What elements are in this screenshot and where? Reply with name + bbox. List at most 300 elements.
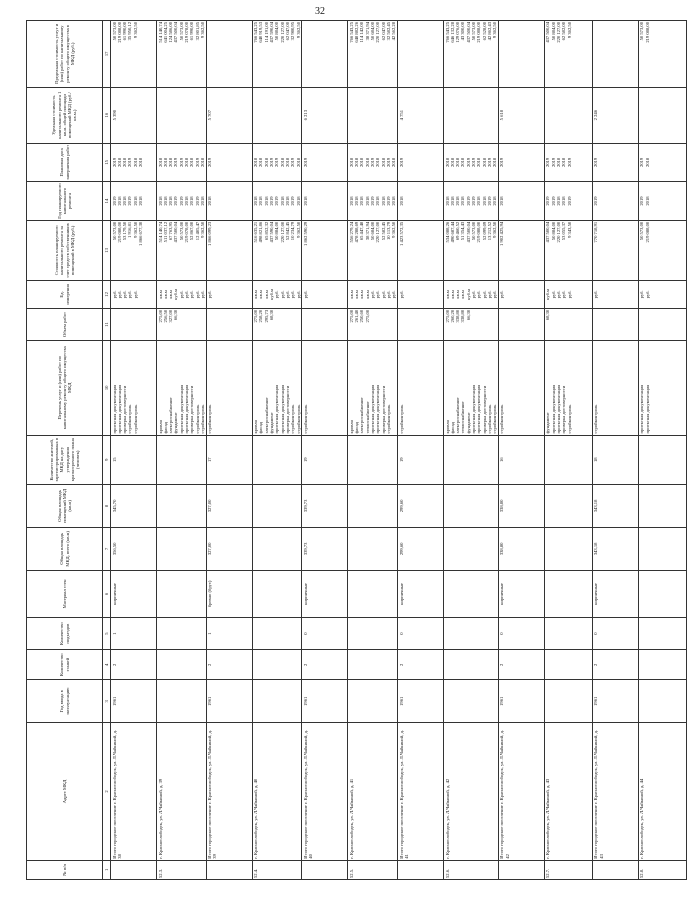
cost-list-line: 220 127,00: [375, 221, 381, 243]
repair-year-list-line: 2019: [385, 196, 391, 206]
completion-date-list: [544, 143, 592, 182]
page-number: 32: [315, 6, 325, 17]
units-list-line: руб.: [375, 290, 381, 299]
header-col-5: Количество подъездов: [27, 618, 103, 650]
header-col-12: Ед. измерения: [27, 280, 103, 308]
column-number-14: 14: [103, 182, 111, 221]
cost-limit-list: [157, 21, 207, 88]
completion-date-list-line: 2019: [398, 157, 404, 167]
cost-list-line: 9 362,50: [391, 221, 397, 238]
completion-date-list-line: 2019: [173, 157, 179, 167]
units-list: [444, 280, 499, 308]
cost-limit-list-line: 219 088,00: [476, 22, 482, 43]
repair-year-list-line: 2018: [556, 196, 562, 206]
units-list-line: руб.: [207, 290, 213, 299]
row-number: [302, 860, 348, 879]
units-list-line: руб.: [111, 290, 117, 299]
volume-list-line: 275,00: [444, 309, 450, 323]
completion-date-list-line: 2018: [391, 157, 397, 167]
completion-date-list-line: 2018: [561, 157, 567, 167]
header-col-16: Удельная стоимость капитального ремонта 1 кв.м. общей площади помещений МКД (руб./кв.м.): [27, 87, 103, 143]
volume-list: [638, 308, 686, 340]
units-list-line: кв.м: [258, 290, 264, 299]
area-premises: 299,60: [398, 484, 444, 527]
works-list-line: стройконтроль: [492, 404, 498, 434]
year-built: 1961: [398, 680, 444, 723]
cost-list-line: 67 763,95: [168, 221, 174, 241]
completion-date-list-line: 2019: [639, 157, 645, 167]
completion-date-list: [592, 143, 638, 182]
completion-date-list-line: 2018: [279, 157, 285, 167]
completion-date-list-line: 2019: [290, 157, 296, 167]
works-list-line: фундамент: [173, 412, 179, 434]
works-list: [348, 341, 398, 435]
column-number-13: 13: [103, 220, 111, 280]
units-list-line: кв.м: [354, 290, 360, 299]
cost-list: [498, 220, 544, 280]
total-label: Итого городское поселение г. Краснослободск, ул. Л.Чайкиной, д. 39: [206, 723, 252, 860]
empty-cell: [444, 570, 499, 617]
repair-year-list-line: 2019: [545, 196, 551, 206]
works-list-line: проверка достоверности: [284, 385, 290, 434]
total-label: Итого городское поселение г. Краснослободск, ул. Л.Чайкиной, д. 43: [592, 723, 638, 860]
cost-limit-list-line: 220 127,00: [556, 22, 562, 43]
empty-cell: [348, 650, 398, 680]
cost-list: [302, 220, 348, 280]
cost-list-line: 1 866 099,23: [207, 221, 213, 246]
repair-year-list-line: 2018: [354, 196, 360, 206]
completion-date-list-line: 2018: [644, 157, 650, 167]
units-list-line: руб.: [127, 290, 133, 299]
cost-limit-list-line: 50 884,00: [274, 22, 280, 41]
column-number-6: 6: [103, 570, 111, 617]
cost-limit-list: [398, 21, 444, 88]
work-volume: [302, 308, 348, 340]
cost-limit-list-line: 646 132,28: [449, 22, 455, 43]
cost-limit-list-line: 220 127,00: [375, 22, 381, 43]
works-list-line: проектная документация: [183, 384, 189, 434]
units-list-line: руб.: [183, 290, 189, 299]
address: г. Краснослободск, ул. Л.Чайкиной, д. 42: [444, 723, 499, 860]
repair-year-list-line: 2018: [302, 196, 308, 206]
address-row: [544, 21, 592, 880]
works-list: [444, 341, 499, 435]
completion-date-list-line: 2019: [471, 157, 476, 167]
units-list-line: куб.м: [545, 289, 551, 300]
cost-limit-list-line: 42 862,43: [486, 22, 492, 41]
repair-year-list-line: 2019: [178, 196, 184, 206]
repair-year-list-line: 2018: [375, 196, 381, 206]
cost-list-line: 770 718,91: [593, 221, 599, 243]
units-list-line: руб.: [476, 290, 482, 299]
units-list-line: руб.: [284, 290, 290, 299]
works-list-line: проектная документация: [116, 384, 122, 434]
row-number: 52.8.: [638, 860, 686, 879]
units-list-line: руб.: [122, 290, 128, 299]
empty-cell: [544, 680, 592, 723]
units-list-line: руб.: [639, 290, 645, 299]
repair-year-list: [498, 182, 544, 221]
repair-year-list-line: 2018: [444, 196, 450, 206]
cost-limit-list-line: 648 882,26: [354, 22, 360, 43]
area-premises: 338,80: [498, 484, 544, 527]
units-list: [544, 280, 592, 308]
entrances: 1: [111, 618, 157, 650]
units-list-line: кв.м: [444, 290, 450, 299]
completion-date-list-line: 2018: [455, 157, 461, 167]
volume-list: [252, 308, 302, 340]
volume-list-line: 295,73: [263, 309, 269, 323]
completion-date-list-line: 2018: [354, 157, 360, 167]
repair-year-list: [157, 182, 207, 221]
works-list-line: стройконтроль: [295, 404, 301, 434]
repair-year-list-line: 2018: [499, 196, 505, 206]
repair-year-list-line: 2018: [348, 196, 354, 206]
works-list-line: проектная документация: [279, 384, 285, 434]
works-list-line: кровля: [348, 420, 354, 434]
header-row: [27, 21, 103, 880]
units-list-line: руб.: [132, 290, 138, 299]
cost-list-line: 219 088,00: [116, 221, 122, 243]
cost-list-line: 219 088,00: [644, 221, 650, 243]
repair-year-list: [444, 182, 499, 221]
volume-list: [348, 308, 398, 340]
units-list-line: руб.: [486, 290, 492, 299]
entrances: 1: [206, 618, 252, 650]
units-list-line: руб.: [398, 290, 404, 299]
address: г. Краснослободск, ул. Л.Чайкиной, д. 41: [348, 723, 398, 860]
works-list-line: электроснабжение: [359, 397, 365, 434]
address: г. Краснослободск, ул. Л.Чайкиной, д. 39: [157, 723, 207, 860]
completion-date-list-line: 2018: [380, 157, 386, 167]
works-list-line: проектная документация: [274, 384, 280, 434]
repair-year-list-line: 2018: [644, 196, 650, 206]
completion-date-list-line: 2018: [364, 157, 370, 167]
wall-material: бревно (брус): [206, 570, 252, 617]
completion-date-list-line: 2019: [486, 157, 492, 167]
cost-list: [348, 220, 398, 280]
cost-limit-list-line: 114 142,00: [359, 22, 365, 43]
repair-year-list: [111, 182, 157, 221]
address: г. Краснослободск, ул. Л.Чайкиной, д. 44: [638, 723, 686, 860]
floors: 2: [111, 650, 157, 680]
cost-list-line: 1 423 572,35: [398, 221, 404, 246]
repair-year-list-line: 2018: [189, 196, 195, 206]
cost-list: [638, 220, 686, 280]
repair-year-list-line: 2019: [471, 196, 476, 206]
cost-list-line: 50 573,00: [639, 221, 645, 241]
cost-limit-list-line: 437 500,04: [465, 22, 471, 43]
column-number-9: 9: [103, 435, 111, 484]
completion-date-list-line: 2018: [199, 157, 205, 167]
completion-date-list-line: 2019: [207, 157, 213, 167]
units-list-line: руб.: [189, 290, 195, 299]
row-number: [398, 860, 444, 879]
works-list-line: проверка достоверности: [122, 385, 128, 434]
empty-cell: [348, 570, 398, 617]
row-number: 52.3.: [157, 860, 207, 879]
header-col-15: Плановая дата завершения работ: [27, 143, 103, 182]
unit-cost: [348, 87, 398, 143]
cost-limit-list-line: 9 362,50: [566, 22, 572, 39]
empty-cell: [348, 435, 398, 484]
column-number-8: 8: [103, 484, 111, 527]
empty-cell: [544, 650, 592, 680]
works-list-line: теплоснабжение: [460, 401, 466, 434]
works-list-line: фундамент: [465, 412, 471, 434]
repair-year-list: [544, 182, 592, 221]
cost-limit-list-line: 641 004,25: [162, 22, 168, 43]
works-list-line: проверка достоверности: [189, 385, 195, 434]
empty-cell: [252, 650, 302, 680]
units-list: [111, 280, 157, 308]
capital-repair-register-table: [26, 20, 687, 880]
empty-cell: [157, 527, 207, 570]
cost-limit-list-line: 61 990,00: [189, 22, 195, 41]
works-list-line: стройконтроль: [566, 404, 572, 434]
completion-date-list-line: 2019: [465, 157, 471, 167]
units-list-line: руб.: [593, 290, 599, 299]
works-list-line: стройконтроль: [302, 404, 308, 434]
cost-limit-list: [252, 21, 302, 88]
units-list-line: кв.м: [455, 290, 461, 299]
column-number-5: 5: [103, 618, 111, 650]
year-built: 1961: [206, 680, 252, 723]
works-list-line: проектная документация: [111, 384, 117, 434]
cost-list: [157, 220, 207, 280]
work-volume: [592, 308, 638, 340]
cost-limit-list-line: 50 573,00: [639, 22, 645, 41]
works-list-line: проектная документация: [375, 384, 381, 434]
header-col-9: Количество жителей, зарегистрированных в МКД на дату утверждения краткосрочного плана (человек): [27, 435, 103, 484]
units-list-line: кв.м: [168, 290, 174, 299]
completion-date-list-line: 2018: [449, 157, 455, 167]
completion-date-list-line: 2018: [258, 157, 264, 167]
cost-list-line: 220 127,00: [279, 221, 285, 243]
year-built: 1961: [111, 680, 157, 723]
completion-date-list-line: 2018: [116, 157, 122, 167]
cost-list-line: 50 884,00: [550, 221, 556, 241]
cost-limit-list-line: 43 300,00: [460, 22, 466, 41]
area-premises: 343,18: [592, 484, 638, 527]
header-col-10: Перечень услуг и (или) работ по капитальному ремонту общего имущества МКД: [27, 341, 103, 435]
units-list-line: руб.: [499, 290, 505, 299]
cost-list-line: 10 113,79: [385, 221, 391, 241]
header-col-11: Объем работ: [27, 308, 103, 340]
works-list-line: проектная документация: [178, 384, 184, 434]
cost-list-line: 9 362,50: [492, 221, 498, 238]
repair-year-list-line: 2018: [168, 196, 174, 206]
completion-date-list-line: 2018: [263, 157, 269, 167]
completion-date-list: [252, 143, 302, 182]
address-row: [444, 21, 499, 880]
cost-limit-list-line: 42 562,28: [391, 22, 397, 41]
work-volume: [398, 308, 444, 340]
address-row: [157, 21, 207, 880]
volume-list-line: 275,00: [253, 309, 259, 323]
units-list-line: руб.: [481, 290, 487, 299]
volume-list-line: 327,00: [168, 309, 174, 323]
repair-year-list-line: 2019: [370, 196, 376, 206]
works-list: [252, 341, 302, 435]
cost-limit-list-line: 50 684,00: [370, 22, 376, 41]
cost-limit-list-line: 32 980,95: [290, 22, 296, 41]
cost-limit-list-line: 220 127,00: [279, 22, 285, 43]
cost-list-line: 219 078,00: [183, 221, 189, 243]
units-list-line: руб.: [492, 290, 498, 299]
cost-list-line: 53 055,37: [561, 221, 567, 241]
repair-year-list-line: 2019: [290, 196, 296, 206]
empty-cell: [638, 527, 686, 570]
volume-list-line: 66,30: [465, 309, 471, 321]
residents: 18: [592, 435, 638, 484]
area-premises: 339,73: [302, 484, 348, 527]
works-list-line: стройконтроль: [194, 404, 200, 434]
residents: 16: [498, 435, 544, 484]
column-number-12: 12: [103, 280, 111, 308]
cost-limit-list-line: 35 950,12: [127, 22, 133, 41]
volume-list-line: 256,50: [162, 309, 168, 323]
repair-year-list-line: 2018: [380, 196, 386, 206]
completion-date-list-line: 2018: [132, 157, 138, 167]
empty-cell: [348, 680, 398, 723]
cost-limit-list-line: 766 543,25: [444, 22, 450, 43]
cost-list-line: 437 590,04: [269, 221, 275, 243]
works-list-line: электроснабжение: [455, 397, 461, 434]
works-list-line: проектная документация: [644, 384, 650, 434]
cost-list: [111, 220, 157, 280]
wall-material: кирпичные: [398, 570, 444, 617]
repair-year-list-line: 2018: [258, 196, 264, 206]
works-list-line: стройконтроль: [499, 404, 505, 434]
column-number-15: 15: [103, 143, 111, 182]
total-row: [206, 21, 252, 880]
units-list-line: кв.м: [348, 290, 354, 299]
works-list-line: кровля: [444, 420, 450, 434]
completion-date-list-line: 2018: [157, 157, 163, 167]
units-list-line: куб.м: [269, 289, 275, 300]
cost-limit-list-line: 32 582,45: [385, 22, 391, 41]
cost-limit-list-line: 437 500,04: [545, 22, 551, 43]
total-label: Итого городское поселение г. Краснослободск, ул. Л.Чайкиной, д. 41: [398, 723, 444, 860]
repair-year-list-line: 2019: [127, 196, 133, 206]
work-volume: [206, 308, 252, 340]
repair-year-list-line: 2019: [173, 196, 179, 206]
completion-date-list-line: 2018: [137, 157, 143, 167]
address: г. Краснослободск, ул. Л.Чайкиной, д. 40: [252, 723, 302, 860]
header-col-8: Общая площадь помещений МКД (кв.м): [27, 484, 103, 527]
empty-cell: [444, 680, 499, 723]
works-list-line: фундамент: [269, 412, 275, 434]
residents: 15: [111, 435, 157, 484]
cost-list-line: 9 362,50: [132, 221, 138, 238]
works-list-line: фасад: [162, 422, 168, 434]
completion-date-list: [398, 143, 444, 182]
wall-material: кирпичные: [111, 570, 157, 617]
works-list-line: проектная документация: [639, 384, 645, 434]
repair-year-list-line: 2019: [274, 196, 280, 206]
cost-limit-list: [544, 21, 592, 88]
cost-limit-list-line: 437 500,04: [173, 22, 179, 43]
completion-date-list-line: 2018: [359, 157, 365, 167]
completion-date-list-line: 2019: [127, 157, 133, 167]
cost-limit-list-line: 219 088,00: [644, 22, 650, 43]
completion-date-list-line: 2019: [274, 157, 280, 167]
units-list: [302, 280, 348, 308]
repair-year-list-line: 2018: [359, 196, 365, 206]
cost-list-line: 219 088,00: [476, 221, 482, 243]
works-list: [638, 341, 686, 435]
empty-cell: [444, 618, 499, 650]
empty-cell: [444, 435, 499, 484]
empty-cell: [638, 650, 686, 680]
completion-date-list-line: 2019: [302, 157, 308, 167]
completion-date-list-line: 2019: [545, 157, 551, 167]
unit-cost: 5 618: [498, 87, 544, 143]
cost-limit-list: [592, 21, 638, 88]
repair-year-list-line: 2018: [492, 196, 498, 206]
volume-list-line: 258,20: [258, 309, 264, 323]
work-volume: [498, 308, 544, 340]
empty-cell: [638, 570, 686, 617]
volume-list: [157, 308, 207, 340]
units-list-line: куб.м: [465, 289, 471, 300]
cost-list-line: 9 343,50: [566, 221, 572, 238]
cost-list-line: 50 573,00: [178, 221, 184, 241]
repair-year-list-line: 2018: [391, 196, 397, 206]
completion-date-list-line: 2019: [269, 157, 275, 167]
completion-date-list-line: 2019: [385, 157, 391, 167]
cost-list-line: 516 635,21: [253, 221, 259, 243]
repair-year-list-line: 2019: [194, 196, 200, 206]
cost-list-line: 69 460,52: [455, 221, 461, 241]
repair-year-list-line: 2018: [284, 196, 290, 206]
completion-date-list-line: 2018: [189, 157, 195, 167]
completion-date-list-line: 2018: [162, 157, 168, 167]
repair-year-list-line: 2019: [486, 196, 492, 206]
completion-date-list-line: 2019: [370, 157, 376, 167]
cost-list-line: 51 354,43: [460, 221, 466, 241]
wall-material: кирпичные: [592, 570, 638, 617]
cost-list: [206, 220, 252, 280]
address-row: [252, 21, 302, 880]
units-list-line: куб.м: [173, 289, 179, 300]
units-list-line: кв.м: [162, 290, 168, 299]
works-list: [206, 341, 252, 435]
row-number: [111, 860, 157, 879]
cost-limit-list-line: 766 543,25: [348, 22, 354, 43]
repair-year-list-line: 2018: [561, 196, 567, 206]
repair-year-list-line: 2018: [364, 196, 370, 206]
units-list: [592, 280, 638, 308]
row-number: [498, 860, 544, 879]
empty-cell: [544, 527, 592, 570]
completion-date-list-line: 2018: [284, 157, 290, 167]
cost-list: [252, 220, 302, 280]
header-col-13: Стоимость планируемого капитального ремонта за счет средств собственников помещений в МКД (руб.): [27, 220, 103, 280]
works-list-line: проверка достоверности: [561, 385, 567, 434]
register-body: [111, 21, 687, 880]
cost-list-line: 1 916,81: [127, 221, 133, 238]
year-built: 1961: [498, 680, 544, 723]
cost-list-line: 490 687,44: [449, 221, 455, 243]
empty-cell: [638, 484, 686, 527]
cost-limit-list-line: 9 362,50: [132, 22, 138, 39]
unit-cost: [157, 87, 207, 143]
units-list-line: руб.: [302, 290, 308, 299]
cost-list-line: 478 288,69: [354, 221, 360, 243]
entrances: 0: [498, 618, 544, 650]
